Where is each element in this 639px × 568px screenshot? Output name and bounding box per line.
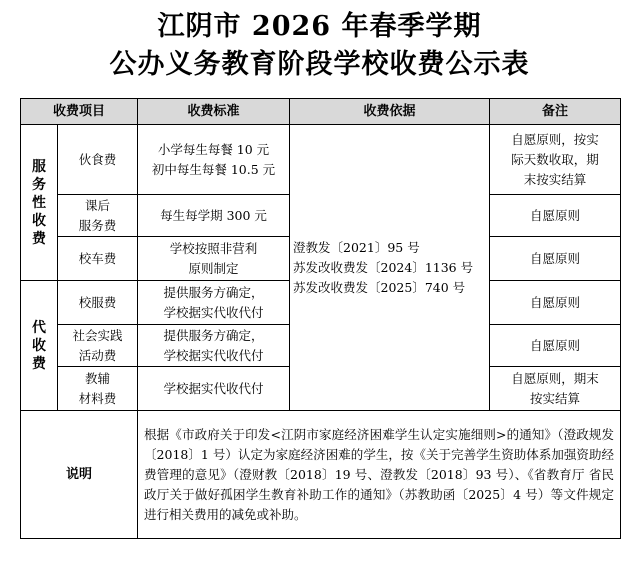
fee-standard: 学校据实代收代付 xyxy=(138,367,290,411)
fee-remark: 自愿原则，期末 按实结算 xyxy=(490,367,621,411)
fee-item: 校车费 xyxy=(58,237,138,281)
note-text: 根据《市政府关于印发<江阴市家庭经济困难学生认定实施细则>的通知》（澄政规发〔2018〕1 号）认定为家庭经济困难的学生，按《关于完善学生资助体系加强资助经费管理的意见》（澄财教〔2018〕19 号、澄教发〔2018〕93 号）、《省教育厅 省民政厅关于做好孤困学生教育补助工作的通知》（苏教助函〔2025〕4 号）等文件规定进行相关费用的减免或补助。 xyxy=(138,411,621,539)
fee-table xyxy=(20,98,621,539)
fee-item: 社会实践 活动费 xyxy=(58,325,138,367)
fee-standard: 提供服务方确定， 学校据实代收代付 xyxy=(138,325,290,367)
category-service: 服 务 性 收 费 xyxy=(21,125,58,281)
fee-standard: 小学每生每餐 10 元 初中每生每餐 10.5 元 xyxy=(138,125,290,195)
fee-standard: 学校按照非营利 原则制定 xyxy=(138,237,290,281)
table-row xyxy=(21,125,621,195)
category-collect: 代 收 费 xyxy=(21,281,58,411)
header-remark: 备注 xyxy=(490,99,621,125)
header-basis: 收费依据 xyxy=(290,99,490,125)
fee-item: 伙食费 xyxy=(58,125,138,195)
fee-remark: 自愿原则 xyxy=(490,325,621,367)
fee-item: 课后 服务费 xyxy=(58,195,138,237)
fee-item: 教辅 材料费 xyxy=(58,367,138,411)
fee-remark: 自愿原则，按实 际天数收取，期 末按实结算 xyxy=(490,125,621,195)
header-item: 收费项目 xyxy=(21,99,138,125)
page-title: 江阴市 2026 年春季学期 xyxy=(157,11,482,42)
fee-standard: 提供服务方确定， 学校据实代收代付 xyxy=(138,281,290,325)
fee-remark: 自愿原则 xyxy=(490,195,621,237)
note-row xyxy=(21,411,621,539)
fee-item: 校服费 xyxy=(58,281,138,325)
note-label: 说明 xyxy=(21,411,138,539)
fee-standard: 每生每学期 300 元 xyxy=(138,195,290,237)
fee-basis: 澄教发〔2021〕95 号 苏发改收费发〔2024〕1136 号 苏发改收费发〔2025〕740 号 xyxy=(290,125,490,411)
page-subtitle: 公办义务教育阶段学校收费公示表 xyxy=(109,49,530,80)
fee-remark: 自愿原则 xyxy=(490,281,621,325)
header-row xyxy=(21,99,621,125)
header-standard: 收费标准 xyxy=(138,99,290,125)
fee-remark: 自愿原则 xyxy=(490,237,621,281)
